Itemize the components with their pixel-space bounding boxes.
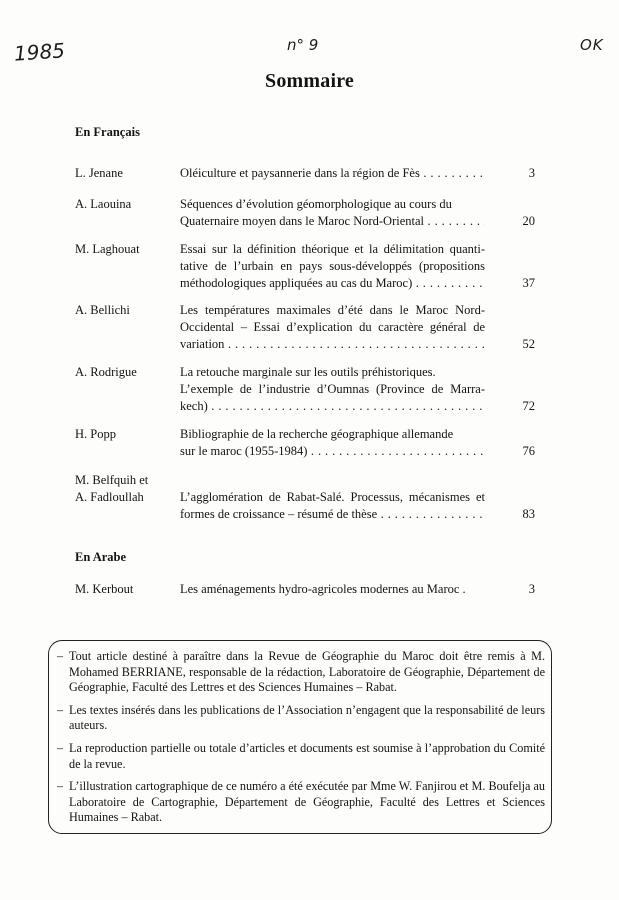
entry-author: A. Fadloullah	[75, 490, 144, 504]
entry-page-number: 52	[522, 337, 535, 351]
entry-title-line: sur le maroc (1955-1984) . . .	[180, 443, 485, 460]
entry-author: M. Laghouat	[75, 242, 140, 256]
entry-author: L. Jenane	[75, 166, 123, 180]
entry-page-number: 83	[522, 507, 535, 521]
entry-page-number: 37	[522, 276, 535, 290]
entry-title-line: tative de l’urbain en pays sous-développés (propositions	[180, 259, 485, 273]
entry-author: A. Laouina	[75, 197, 132, 211]
entry-title-line: Essai sur la définition théorique et la délimitation quanti-	[180, 242, 485, 256]
entry-title-line: L’agglomération de Rabat-Salé. Processus, mécanismes et	[180, 490, 485, 504]
entry-title-line: Oléiculture et paysannerie dans la région de Fès . . .	[180, 165, 485, 182]
entry-title-line: Séquences d’évolution géomorphologique au cours du	[180, 197, 452, 211]
entry-title-line: formes de croissance – résumé de thèse . . .	[180, 506, 485, 523]
editorial-note-text: Les textes insérés dans les publications de l’Association n’engagent que la responsabilité de leurs auteurs.	[69, 702, 545, 733]
entry-title-line: La retouche marginale sur les outils préhistoriques.	[180, 365, 436, 379]
entry-author: A. Rodrigue	[75, 365, 137, 379]
entry-author: H. Popp	[75, 427, 116, 441]
entry-title-line: kech) . . .	[180, 398, 485, 415]
entry-title-line: Les températures maximales d’été dans le Maroc Nord-	[180, 303, 485, 317]
entry-title-line: Bibliographie de la recherche géographique allemande	[180, 427, 454, 441]
editorial-note: – La reproduction partielle ou totale d’articles et documents est soumise à l’approbation du Comité de la revue.	[57, 740, 545, 771]
entry-author: M. Belfquih et	[75, 473, 149, 487]
entry-page-number: 3	[528, 582, 535, 596]
entry-page-number: 3	[528, 166, 535, 180]
editorial-notes-box	[48, 640, 552, 834]
entry-title-line: variation . . .	[180, 336, 485, 353]
entry-page-number: 20	[522, 214, 535, 228]
handwritten-issue-number: n° 9	[287, 36, 319, 54]
editorial-note: – Tout article destiné à paraître dans la Revue de Géographie du Maroc doit être remis à M. Mohamed BERRIANE, responsable de la rédaction, Laboratoire de Géographie, Département de Géographie, Faculté des Lettres et des Sciences Humaines – Rabat.	[57, 649, 545, 695]
section-heading-french: En Français	[75, 125, 140, 139]
entry-title-line: méthodologiques appliquées au cas du Maroc) . . .	[180, 275, 485, 292]
entry-title-line: Occidental – Essai d’explication du caractère général de	[180, 320, 485, 334]
entry-author: A. Bellichi	[75, 303, 130, 317]
entry-title-line: Quaternaire moyen dans le Maroc Nord-Oriental . . .	[180, 213, 485, 230]
section-heading-arabic: En Arabe	[75, 550, 127, 564]
handwritten-year: 1985	[13, 38, 66, 66]
editorial-note-text: La reproduction partielle ou totale d’articles et documents est soumise à l’approbation du Comité de la revue.	[69, 740, 545, 771]
entry-author: M. Kerbout	[75, 582, 134, 596]
handwritten-ok-mark: OK	[580, 36, 604, 54]
editorial-note-text: L’illustration cartographique de ce numéro a été exécutée par Mme W. Fanjirou et M. Boufelja au Laboratoire de Cartographie, Département de Géographie, Faculté des Lettres et Sciences Humaines – Rabat.	[69, 779, 545, 825]
editorial-note: – L’illustration cartographique de ce numéro a été exécutée par Mme W. Fanjirou et M. Boufelja au Laboratoire de Cartographie, Département de Géographie, Faculté des Lettres et Sciences Humaines – Rabat.	[57, 779, 545, 825]
editorial-note-text: Tout article destiné à paraître dans la Revue de Géographie du Maroc doit être remis à M. Mohamed BERRIANE, responsable de la rédaction, Laboratoire de Géographie, Département de Géographie, Faculté des Lettres et des Sciences Humaines – Rabat.	[69, 649, 545, 695]
editorial-note: – Les textes insérés dans les publications de l’Association n’engagent que la responsabilité de leurs auteurs.	[57, 702, 545, 733]
page-title: Sommaire	[265, 70, 354, 92]
entry-title-line: L’exemple de l’industrie d’Oumnas (Province de Marra-	[180, 382, 485, 396]
entry-title-line: Les aménagements hydro-agricoles modernes au Maroc .	[180, 582, 466, 596]
entry-page-number: 76	[522, 444, 535, 458]
entry-page-number: 72	[522, 399, 535, 413]
